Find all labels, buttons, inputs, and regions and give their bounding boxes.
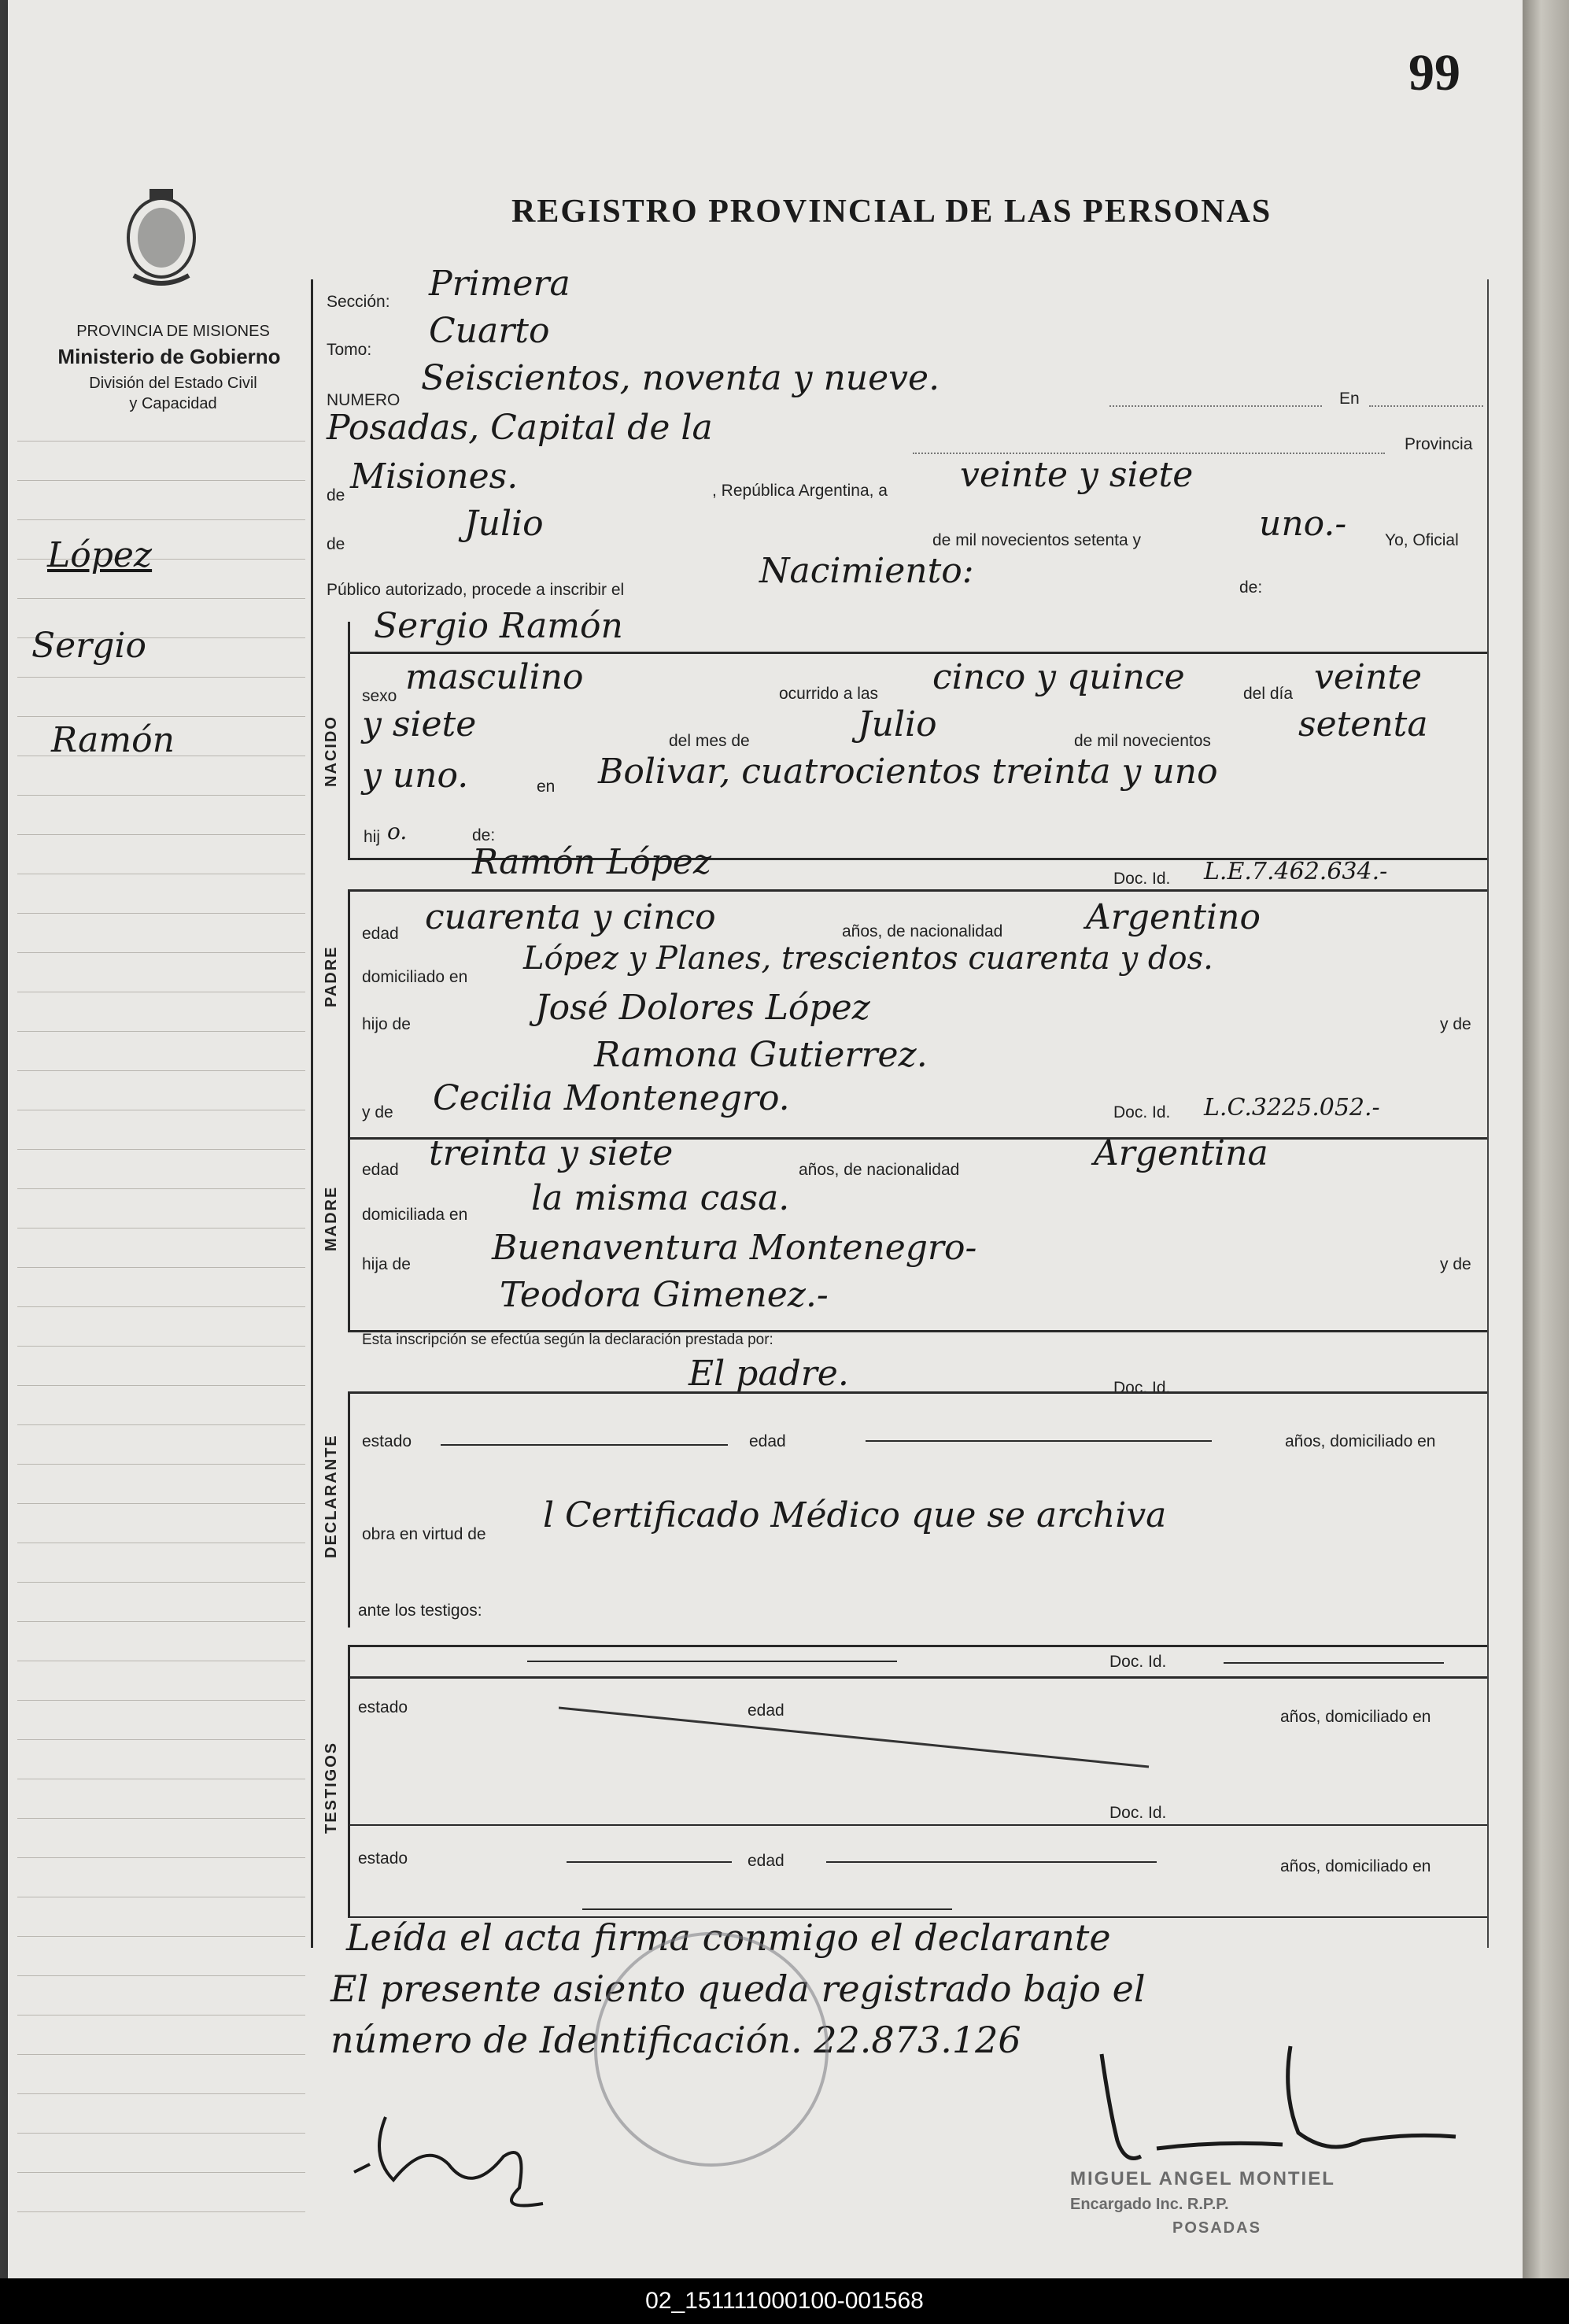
test1-estado-label: estado	[358, 1698, 408, 1716]
ano-value: setenta	[1298, 704, 1428, 744]
decl-doc-label: Doc. Id.	[1113, 1379, 1171, 1397]
book-edge	[1523, 0, 1569, 2278]
margin-secondname: Ramón	[51, 720, 175, 760]
sexo-value: masculino	[405, 657, 584, 697]
hija-de-label: hija de	[362, 1255, 411, 1273]
madre-dom-value: la misma casa.	[531, 1178, 790, 1218]
rule	[527, 1661, 897, 1662]
margin-separator	[311, 279, 313, 1948]
madre-doc-value: L.C.3225.052.-	[1204, 1094, 1380, 1121]
rule	[348, 622, 350, 858]
padre-nac-value: Argentino	[1086, 897, 1261, 937]
right-border	[1487, 279, 1489, 1948]
officer-title: Encargado Inc. R.P.P.	[1070, 2196, 1229, 2213]
officer-name: MIGUEL ANGEL MONTIEL	[1070, 2168, 1335, 2189]
madre-nombre-value: Cecilia Montenegro.	[433, 1078, 790, 1118]
dots	[1109, 405, 1322, 407]
republica-label: , República Argentina, a	[712, 482, 888, 500]
ante-testigos-label: ante los testigos:	[358, 1602, 482, 1620]
testigos-section-label: TESTIGOS	[323, 1741, 340, 1834]
seccion-label: Sección:	[327, 293, 390, 311]
ocurrido-label: ocurrido a las	[779, 685, 879, 703]
mil-nov-label: de mil novecientos setenta y	[932, 531, 1141, 549]
sexo-label: sexo	[362, 687, 397, 705]
lugar-nac-value: Bolivar, cuatrocientos treinta y uno	[598, 752, 1218, 792]
abuelo-m-value: Buenaventura Montenegro-	[492, 1228, 977, 1268]
rule	[866, 1440, 1212, 1442]
rule	[1224, 1662, 1444, 1664]
rule	[348, 1391, 1487, 1394]
cancel-stroke	[559, 1700, 1157, 1779]
image-caption: 02_151111000100-001568	[0, 2278, 1569, 2324]
test2-edad-label: edad	[748, 1852, 784, 1870]
mes-value: Julio	[858, 704, 937, 744]
madre-dom-label: domiciliada en	[362, 1206, 468, 1224]
padre-edad-label: edad	[362, 925, 399, 943]
obra-value: l Certificado Médico que se archiva	[543, 1495, 1167, 1535]
decl-estado-label: estado	[362, 1432, 412, 1450]
rule	[348, 1676, 1487, 1679]
padre-edad-value: cuarenta y cinco	[425, 897, 716, 937]
rule	[567, 1861, 732, 1863]
division-label-2: y Capacidad	[129, 395, 217, 412]
provincia-label: Provincia	[1405, 435, 1473, 453]
y-de-label: y de	[1440, 1015, 1471, 1033]
tomo-value: Cuarto	[429, 311, 550, 351]
rule	[348, 1645, 350, 1916]
hijo-label: hij	[364, 828, 381, 846]
hijo-de-label: hijo de	[362, 1015, 411, 1033]
decl-edad-label: edad	[749, 1432, 786, 1450]
fecha-dia-value: veinte y siete	[960, 455, 1194, 495]
rule	[348, 652, 1487, 654]
nacido-section-label: NACIDO	[323, 715, 340, 787]
dia-value: veinte	[1314, 657, 1423, 697]
madre-edad-value: treinta y siete	[429, 1133, 674, 1173]
y-de2-label: y de	[362, 1103, 393, 1121]
page-number: 99	[1408, 44, 1460, 102]
rule	[348, 1137, 350, 1330]
cierre-line-2: El presente asiento queda registrado bajo el	[330, 1967, 1146, 2010]
fecha-mes-value: Julio	[464, 504, 544, 544]
publico-label: Público autorizado, procede a inscribir el	[327, 581, 625, 599]
test2-doc-label: Doc. Id.	[1109, 1804, 1167, 1822]
padre-dom-value: López y Planes, trescientos cuarenta y dos.	[523, 940, 1213, 977]
numero-value: Seiscientos, noventa y nueve.	[421, 358, 940, 398]
ministry-label: Ministerio de Gobierno	[57, 345, 281, 368]
esta-inscripcion-label: Esta inscripción se efectúa según la declaración prestada por:	[362, 1332, 773, 1348]
rule	[348, 889, 1487, 892]
madre-edad-label: edad	[362, 1161, 399, 1179]
cierre-line-1: Leída el acta firma conmigo el declarante	[346, 1916, 1111, 1959]
test1-doc-label: Doc. Id.	[1109, 1653, 1167, 1671]
yo-oficial-label: Yo, Oficial	[1385, 531, 1459, 549]
rule	[348, 1645, 1487, 1647]
rule	[348, 1391, 350, 1628]
madre-nac-value: Argentina	[1094, 1133, 1268, 1173]
del-mes-label: del mes de	[669, 732, 750, 750]
margin-surname: López	[47, 535, 153, 575]
numero-label: NUMERO	[327, 391, 401, 409]
rule	[826, 1861, 1157, 1863]
declarant-signature	[338, 2109, 598, 2219]
hijo-suffix-value: o.	[387, 818, 408, 844]
mil-nov2-label: de mil novecientos	[1074, 732, 1211, 750]
padre-nac-label: años, de nacionalidad	[842, 922, 1003, 940]
en-label: En	[1339, 390, 1360, 408]
document-page	[8, 0, 1523, 2278]
madre-doc-label: Doc. Id.	[1113, 1103, 1171, 1121]
padre-doc-value: L.E.7.462.634.-	[1204, 858, 1388, 885]
dia2-value: y siete	[362, 704, 477, 744]
rule	[582, 1908, 952, 1910]
hora-value: cinco y quince	[932, 657, 1185, 697]
abuelo-p-value: José Dolores López	[535, 988, 870, 1028]
document-title: REGISTRO PROVINCIAL DE LAS PERSONAS	[511, 194, 1272, 230]
del-dia-label: del día	[1243, 685, 1294, 703]
abuela-p-value: Ramona Gutierrez.	[594, 1035, 928, 1075]
test2-anos-label: años, domiciliado en	[1280, 1857, 1431, 1875]
rule	[348, 1824, 1487, 1826]
margin-firstname: Sergio	[31, 626, 146, 666]
test1-edad-label: edad	[748, 1701, 784, 1720]
tomo-label: Tomo:	[327, 341, 372, 359]
cierre-line-3: número de Identificación. 22.873.126	[330, 2019, 1021, 2061]
fecha-ano-value: uno.-	[1259, 504, 1347, 544]
madre-nac-label: años, de nacionalidad	[799, 1161, 960, 1179]
padre-doc-label: Doc. Id.	[1113, 870, 1171, 888]
padre-nombre-value: Ramón López	[472, 842, 712, 882]
decl-anos-label: años, domiciliado en	[1285, 1432, 1436, 1450]
provincia-value: Misiones.	[350, 456, 519, 497]
margin-ruling	[8, 0, 307, 2278]
abuela-m-value: Teodora Gimenez.-	[500, 1275, 829, 1315]
y-de3-label: y de	[1440, 1255, 1471, 1273]
officer-city: POSADAS	[1172, 2219, 1261, 2237]
obra-label: obra en virtud de	[362, 1525, 486, 1543]
dots	[913, 453, 1385, 454]
nombre-value: Sergio Ramón	[374, 606, 623, 646]
de3-label: de:	[1239, 578, 1263, 597]
acto-value: Nacimiento:	[759, 551, 974, 591]
rule	[441, 1444, 728, 1446]
test2-estado-label: estado	[358, 1849, 408, 1868]
dots	[1369, 405, 1483, 407]
de-label: de	[327, 486, 345, 504]
rule	[348, 889, 350, 1137]
province-label: PROVINCIA DE MISIONES	[76, 323, 270, 340]
division-label-1: División del Estado Civil	[89, 375, 257, 392]
ano2-value: y uno.	[362, 756, 469, 796]
seccion-value: Primera	[429, 264, 570, 304]
de2-label: de	[327, 535, 345, 553]
de4-label: de:	[472, 826, 496, 844]
padre-dom-label: domiciliado en	[362, 968, 468, 986]
lugar-value: Posadas, Capital de la	[327, 408, 713, 448]
en2-label: en	[537, 778, 556, 796]
madre-section-label: MADRE	[323, 1185, 340, 1251]
padre-section-label: PADRE	[323, 945, 340, 1007]
declarante-section-label: DECLARANTE	[323, 1434, 340, 1558]
declarante-value: El padre.	[689, 1354, 849, 1394]
test1-anos-label: años, domiciliado en	[1280, 1708, 1431, 1726]
